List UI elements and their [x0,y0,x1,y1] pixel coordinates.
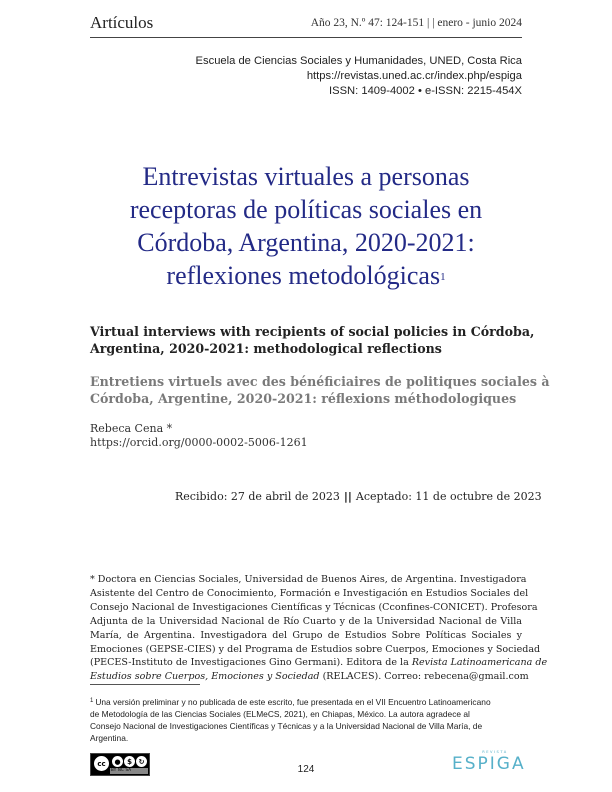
title-footnote-marker[interactable]: 1 [440,271,446,283]
journal-name-part2: Estudios sobre Cuerpos, Emociones y Sociedad [90,671,320,683]
footnote-line [90,696,522,708]
footnote-line: Argentina. [90,733,129,743]
article-title-fr [90,373,550,407]
issue-info: Año 23, N.º 47: 124-151 | | enero - junio 2024 [310,17,522,29]
school-line: Escuela de Ciencias Sociales y Humanidades, UNED, Costa Rica [195,55,522,67]
by-icon: ● [112,756,123,767]
page-number: 124 [297,764,315,775]
article-title-es [90,160,522,292]
header-divider [90,37,522,38]
section-label: Artículos [90,13,154,32]
title-es-line: receptoras de políticas sociales en [129,195,483,224]
issn-line: ISSN: 1409-4002 • e-ISSN: 2215-454X [329,85,522,97]
received-date: Recibido: 27 de abril de 2023 [175,490,340,503]
espiga-logo: ESPIGA [452,754,526,774]
bio-line [90,670,529,684]
title-es-line: Entrevistas virtuales a personas [142,162,470,191]
sa-icon: ↻ [136,756,147,767]
footnote-line: de Metodología de las Ciencias Sociales (ELMeCS, 2021), en Chiapas, México. La autora agradece al [90,709,470,719]
title-es-line: Córdoba, Argentina, 2020-2021: [137,228,475,257]
bio-line: María, de Argentina. Investigadora del Grupo de Estudios Sobre Políticas Sociales y [90,629,522,641]
article-title-en [90,323,535,357]
footnote-marker: 1 [90,698,94,704]
bio-line [90,656,548,670]
accepted-date: Aceptado: 11 de octubre de 2023 [355,490,542,503]
footnote-text: Una versión preliminar y no publicada de este escrito, fue presentada en el VII Encuentro Latinoamericano [95,697,491,707]
submission-dates [175,490,542,503]
footnote-divider [90,684,200,685]
bio-line: Adjunta de la Universidad Nacional de Río Cuarto y de la Universidad Nacional de Villa [90,615,522,627]
footnote [90,696,522,744]
title-es-line [90,259,522,292]
cc-logo-icon: cc [94,756,109,771]
bio-line: Emociones (GEPSE-CIES) y del Programa de Estudios sobre Cuerpos, Emociones y Sociedad [90,643,541,655]
bio-line: Asistente del Centro de Conocimiento, Formación e Investigación en Estudios Sociales del [90,587,529,599]
author-name: Rebeca Cena * [90,422,173,435]
journal-url[interactable]: https://revistas.uned.ac.cr/index.php/espiga [306,70,522,82]
title-es-last-text: reflexiones metodológicas [166,261,441,290]
journal-logo-tagline: REVISTA [482,750,508,754]
cc-labels: BY NC SA [111,767,132,772]
title-fr-line: Córdoba, Argentine, 2020-2021: réflexions méthodologiques [90,391,517,406]
date-separator: || [343,490,352,503]
author-bio [90,573,548,684]
bio-line-text: (PECES-Instituto de Investigaciones Gino Germani). Editora de la [90,657,409,669]
title-fr-line: Entretiens virtuels avec des bénéficiaires de politiques sociales à [90,374,550,389]
title-en-line: Virtual interviews with recipients of social policies in Córdoba, [90,324,535,339]
journal-name-part1: Revista Latinoamericana de [411,657,548,669]
footnote-line: Consejo Nacional de Investigaciones Científicas y Técnicas y a la Universidad Nacional de Villa María, de [90,721,483,731]
bio-line: * Doctora en Ciencias Sociales, Universidad de Buenos Aires, de Argentina. Investigadora [90,574,527,585]
title-en-line: Argentina, 2020-2021: methodological reflections [90,341,442,356]
nc-icon: $ [124,756,135,767]
author-orcid-link[interactable]: https://orcid.org/0000-0002-5006-1261 [90,436,308,449]
bio-line: Consejo Nacional de Investigaciones Científicas y Técnicas (Cconfines-CONICET). Profesora [90,601,538,613]
bio-email: (RELACES). Correo: rebecena@gmail.com [319,671,529,683]
